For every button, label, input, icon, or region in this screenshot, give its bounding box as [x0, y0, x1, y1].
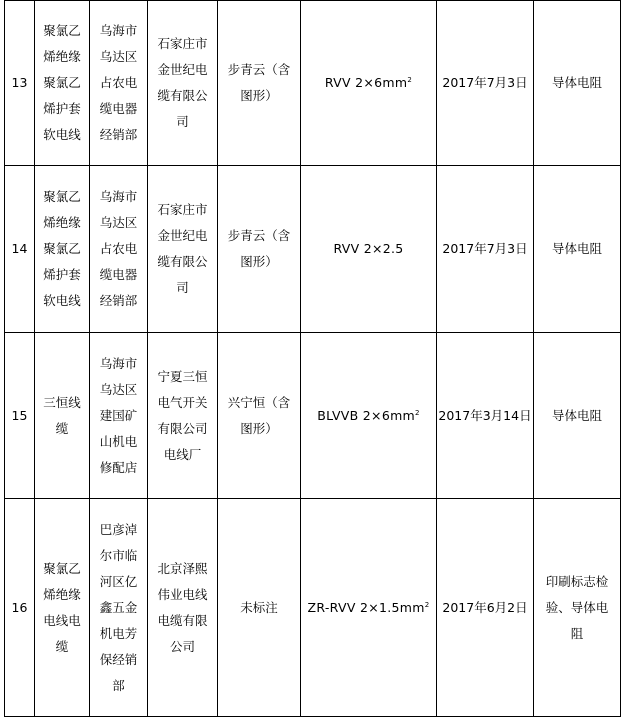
model-superscript: 2	[407, 75, 413, 84]
failed-item: 导体电阻	[551, 407, 602, 423]
brand-name: 步青云（含图形）	[227, 62, 291, 103]
product-name-cell	[35, 166, 90, 333]
product-name-cell	[35, 333, 90, 499]
product-name-cell	[35, 1, 90, 166]
seller-name: 乌海市乌达区建国矿山机电修配店	[99, 355, 138, 475]
manufacturer-name: 石家庄市金世纪电缆有限公司	[157, 36, 208, 129]
failed-item: 导体电阻	[551, 241, 602, 256]
manufacturer-cell	[148, 1, 218, 166]
manufacturer-cell	[148, 499, 218, 717]
failed-item-cell	[534, 499, 621, 717]
row-number: 16	[5, 499, 35, 717]
manufacturer-cell	[148, 333, 218, 499]
seller-name: 巴彦淖尔市临河区亿鑫五金机电芳保经销部	[99, 521, 138, 693]
production-date-cell: 2017年3月14日	[437, 333, 534, 499]
brand-name: 兴宁恒（含图形）	[227, 394, 291, 436]
seller-cell	[90, 1, 148, 166]
model-superscript: 2	[415, 408, 420, 417]
model-cell	[301, 333, 437, 499]
brand-name: 步青云（含图形）	[227, 228, 291, 269]
manufacturer-name: 石家庄市金世纪电缆有限公司	[157, 202, 208, 295]
model-spec: RVV 2×2.5	[333, 241, 404, 256]
seller-name: 乌海市乌达区占农电缆电器经销部	[99, 23, 138, 142]
model-spec: BLVVB 2×6mm	[317, 407, 416, 423]
product-name: 聚氯乙烯绝缘电线电缆	[43, 560, 81, 654]
product-name: 聚氯乙烯绝缘聚氯乙烯护套软电线	[43, 189, 81, 308]
table-row	[5, 333, 621, 499]
brand-cell	[218, 499, 301, 717]
product-name: 聚氯乙烯绝缘聚氯乙烯护套软电线	[43, 23, 81, 142]
model-cell	[301, 166, 437, 333]
model-cell	[301, 499, 437, 717]
failed-item-cell	[534, 166, 621, 333]
model-superscript: 2	[424, 600, 430, 609]
failed-item-cell	[534, 333, 621, 499]
model-spec: ZR-RVV 2×1.5mm	[307, 599, 425, 615]
model-spec: RVV 2×6mm	[324, 75, 408, 90]
production-date-cell: 2017年6月2日	[437, 499, 534, 717]
seller-name: 乌海市乌达区占农电缆电器经销部	[99, 189, 138, 308]
row-number: 15	[5, 333, 35, 499]
row-number: 14	[5, 166, 35, 333]
brand-name: 未标注	[240, 599, 278, 615]
manufacturer-name: 北京泽熙伟业电线电缆有限公司	[157, 560, 208, 654]
brand-cell	[218, 1, 301, 166]
failed-item: 导体电阻	[551, 75, 602, 90]
product-name-cell	[35, 499, 90, 717]
manufacturer-cell	[148, 166, 218, 333]
table-row	[5, 499, 621, 717]
table-row	[5, 166, 621, 333]
brand-cell	[218, 333, 301, 499]
seller-cell	[90, 499, 148, 717]
failed-item-cell	[534, 1, 621, 166]
table-row	[5, 1, 621, 166]
manufacturer-name: 宁夏三恒电气开关有限公司电线厂	[157, 368, 208, 462]
model-cell	[301, 1, 437, 166]
row-number: 13	[5, 1, 35, 166]
seller-cell	[90, 166, 148, 333]
seller-cell	[90, 333, 148, 499]
product-inspection-table	[4, 0, 621, 717]
brand-cell	[218, 166, 301, 333]
production-date-cell: 2017年7月3日	[437, 166, 534, 333]
failed-item: 印刷标志检验、导体电阻	[545, 573, 609, 641]
product-name: 三恒线缆	[43, 394, 81, 436]
production-date-cell: 2017年7月3日	[437, 1, 534, 166]
